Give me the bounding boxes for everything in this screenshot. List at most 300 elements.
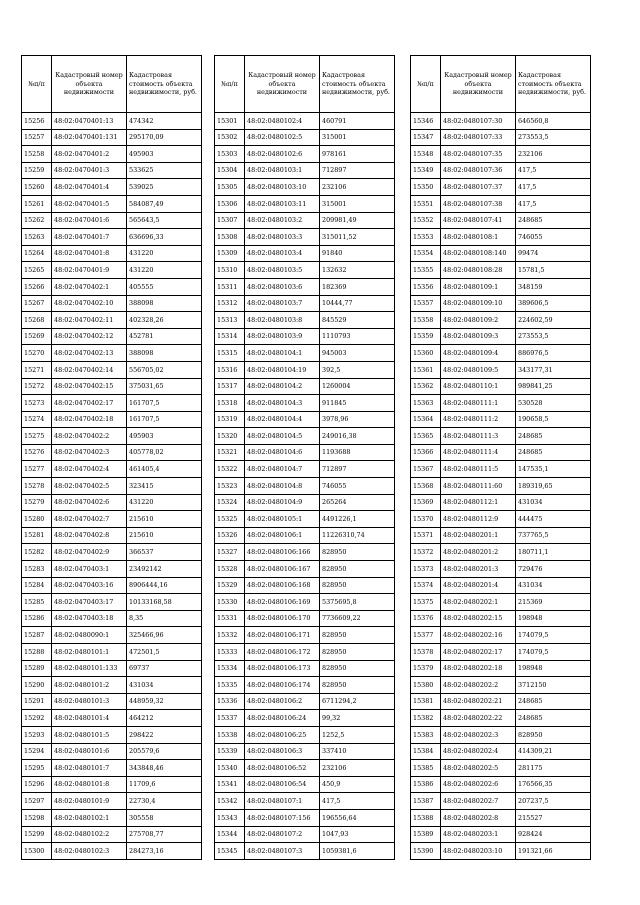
cadastral-number-cell: 48:02:0480103:8 [245,312,320,329]
cadastral-value-cell: 911845 [320,395,395,412]
table-row [22,245,202,262]
cadastral-number-cell: 48:02:0480101:4 [52,710,127,727]
cadastral-value-cell: 215610 [127,511,202,528]
cadastral-number-cell: 48:02:0480109:2 [441,312,516,329]
cadastral-value-cell: 392,5 [320,361,395,378]
cadastral-number-cell: 48:02:0480203:1 [441,826,516,843]
cadastral-value-cell: 10444,77 [320,295,395,312]
row-number-cell: 15369 [411,494,441,511]
table-row [22,395,202,412]
row-number-cell: 15276 [22,444,52,461]
cadastral-number-cell: 48:02:0470401:6 [52,212,127,229]
cadastral-number-cell: 48:02:0480202:21 [441,693,516,710]
table-row [411,511,591,528]
row-number-cell: 15360 [411,345,441,362]
cadastral-number-cell: 48:02:0480202:1 [441,594,516,611]
table-row [411,278,591,295]
table-row [411,826,591,843]
cadastral-value-cell: 284273,16 [127,843,202,860]
cadastral-number-cell: 48:02:0480102:5 [245,129,320,146]
cadastral-number-cell: 48:02:0470402:1 [52,278,127,295]
table-row [22,444,202,461]
cadastral-value-cell: 198948 [516,660,591,677]
cadastral-value-cell: 1260004 [320,378,395,395]
cadastral-value-cell: 232106 [320,179,395,196]
cadastral-value-cell: 444475 [516,511,591,528]
cadastral-value-cell: 495903 [127,428,202,445]
table-row [22,461,202,478]
table-row [22,195,202,212]
row-number-cell: 15344 [215,826,245,843]
cadastral-value-cell: 176566,35 [516,776,591,793]
cadastral-number-cell: 48:02:0470401:9 [52,262,127,279]
row-number-cell: 15263 [22,229,52,246]
row-number-cell: 15388 [411,809,441,826]
cadastral-value-cell: 828950 [320,660,395,677]
table-row [215,411,395,428]
row-number-cell: 15313 [215,312,245,329]
table-row [215,245,395,262]
cadastral-table-2 [214,55,395,860]
cadastral-value-cell: 275708,77 [127,826,202,843]
cadastral-number-cell: 48:02:0480202:17 [441,644,516,661]
cadastral-number-cell: 48:02:0480101:5 [52,726,127,743]
cadastral-number-cell: 48:02:0480107:35 [441,146,516,163]
table-row [411,428,591,445]
row-number-cell: 15295 [22,760,52,777]
cadastral-number-cell: 48:02:0470403:16 [52,577,127,594]
table-row [22,113,202,130]
cadastral-value-cell: 845529 [320,312,395,329]
cadastral-number-cell: 48:02:0480102:1 [52,809,127,826]
cadastral-number-cell: 48:02:0480101:3 [52,693,127,710]
row-number-cell: 15308 [215,229,245,246]
row-number-cell: 15385 [411,760,441,777]
cadastral-number-cell: 48:02:0470402:6 [52,494,127,511]
row-number-cell: 15264 [22,245,52,262]
table-row [22,262,202,279]
table-row [22,494,202,511]
cadastral-number-cell: 48:02:0480105:1 [245,511,320,528]
row-number-cell: 15275 [22,428,52,445]
table-row [22,129,202,146]
table-row [215,345,395,362]
table-row [215,710,395,727]
cadastral-value-cell: 1110793 [320,328,395,345]
cadastral-number-cell: 48:02:0480202:5 [441,760,516,777]
row-number-cell: 15294 [22,743,52,760]
table-row [215,793,395,810]
cadastral-value-cell: 989841,25 [516,378,591,395]
row-number-cell: 15350 [411,179,441,196]
cadastral-number-cell: 48:02:0470402:18 [52,411,127,428]
table-row [22,610,202,627]
row-number-cell: 15269 [22,328,52,345]
table-row [22,760,202,777]
cadastral-number-cell: 48:02:0480106:169 [245,594,320,611]
table-row [215,511,395,528]
cadastral-value-cell: 414309,21 [516,743,591,760]
row-number-cell: 15339 [215,743,245,760]
row-number-cell: 15374 [411,577,441,594]
cadastral-table-3 [410,55,591,860]
cadastral-value-cell: 474342 [127,113,202,130]
cadastral-number-cell: 48:02:0480106:54 [245,776,320,793]
table-row [411,461,591,478]
row-number-cell: 15311 [215,278,245,295]
cadastral-number-cell: 48:02:0480106:174 [245,677,320,694]
cadastral-value-cell: 207237,5 [516,793,591,810]
cadastral-number-cell: 48:02:0470402:2 [52,428,127,445]
row-number-cell: 15319 [215,411,245,428]
row-number-cell: 15321 [215,444,245,461]
row-number-cell: 15296 [22,776,52,793]
cadastral-number-cell: 48:02:0470401:7 [52,229,127,246]
cadastral-value-cell: 417,5 [516,162,591,179]
cadastral-value-cell: 3712150 [516,677,591,694]
table-row [215,378,395,395]
table-row [215,627,395,644]
cadastral-number-cell: 48:02:0480106:171 [245,627,320,644]
row-number-cell: 15260 [22,179,52,196]
cadastral-number-cell: 48:02:0480111:3 [441,428,516,445]
row-number-cell: 15261 [22,195,52,212]
row-number-cell: 15390 [411,843,441,860]
cadastral-number-cell: 48:02:0480111:2 [441,411,516,428]
table-row [215,494,395,511]
cadastral-number-cell: 48:02:0470403:18 [52,610,127,627]
row-number-cell: 15327 [215,544,245,561]
row-number-cell: 15271 [22,361,52,378]
row-number-cell: 15335 [215,677,245,694]
table-row [215,577,395,594]
cadastral-value-cell: 828950 [320,627,395,644]
table-row [411,212,591,229]
table-row [22,693,202,710]
table-row [22,710,202,727]
cadastral-number-cell: 48:02:0470402:12 [52,328,127,345]
row-number-cell: 15277 [22,461,52,478]
cadastral-value-cell: 402328,26 [127,312,202,329]
cadastral-number-cell: 48:02:0480107:38 [441,195,516,212]
cadastral-number-cell: 48:02:0480103:6 [245,278,320,295]
cadastral-number-cell: 48:02:0470401:5 [52,195,127,212]
row-number-cell: 15366 [411,444,441,461]
cadastral-number-cell: 48:02:0480104:6 [245,444,320,461]
table-row [411,262,591,279]
cadastral-number-cell: 48:02:0470402:9 [52,544,127,561]
table-row [411,378,591,395]
cadastral-number-cell: 48:02:0470402:17 [52,395,127,412]
cadastral-number-cell: 48:02:0480201:2 [441,544,516,561]
cadastral-value-cell: 273553,5 [516,328,591,345]
cadastral-value-cell: 248685 [516,428,591,445]
row-number-cell: 15301 [215,113,245,130]
table-row [215,179,395,196]
row-number-cell: 15292 [22,710,52,727]
cadastral-value-cell: 388098 [127,295,202,312]
row-number-cell: 15354 [411,245,441,262]
row-number-cell: 15289 [22,660,52,677]
cadastral-number-cell: 48:02:0480102:6 [245,146,320,163]
cadastral-value-cell: 450,9 [320,776,395,793]
row-number-cell: 15273 [22,395,52,412]
cadastral-value-cell: 3978,96 [320,411,395,428]
cadastral-value-cell: 343848,46 [127,760,202,777]
row-number-cell: 15329 [215,577,245,594]
table-row [22,312,202,329]
row-number-cell: 15364 [411,411,441,428]
cadastral-value-cell: 1059381,6 [320,843,395,860]
table-row [215,660,395,677]
cadastral-value-cell: 556705,02 [127,361,202,378]
cadastral-value-cell: 295170,09 [127,129,202,146]
cadastral-value-cell: 209981,49 [320,212,395,229]
row-number-cell: 15316 [215,361,245,378]
cadastral-number-cell: 48:02:0480201:4 [441,577,516,594]
row-number-cell: 15293 [22,726,52,743]
row-number-cell: 15334 [215,660,245,677]
row-number-cell: 15362 [411,378,441,395]
table-row [215,146,395,163]
cadastral-number-cell: 48:02:0480104:7 [245,461,320,478]
cadastral-number-cell: 48:02:0480104:3 [245,395,320,412]
row-number-cell: 15268 [22,312,52,329]
cadastral-value-cell: 533625 [127,162,202,179]
cadastral-number-cell: 48:02:0480106:1 [245,527,320,544]
table-row [215,361,395,378]
row-number-cell: 15305 [215,179,245,196]
header-cadastral-value: Кадастровая стоимость объекта недвижимости, руб. [516,56,591,113]
cadastral-value-cell: 945003 [320,345,395,362]
row-number-cell: 15297 [22,793,52,810]
cadastral-number-cell: 48:02:0470401:131 [52,129,127,146]
cadastral-number-cell: 48:02:0480106:3 [245,743,320,760]
row-number-cell: 15288 [22,644,52,661]
header-cadastral-number: Кадастровый номер объекта недвижимости [245,56,320,113]
table-row [22,627,202,644]
header-num: №п/п [411,56,441,113]
cadastral-number-cell: 48:02:0470402:10 [52,295,127,312]
cadastral-value-cell: 448959,32 [127,693,202,710]
table-row [22,660,202,677]
row-number-cell: 15291 [22,693,52,710]
cadastral-number-cell: 48:02:0480107:3 [245,843,320,860]
table-row [411,444,591,461]
cadastral-value-cell: 746055 [516,229,591,246]
cadastral-value-cell: 712897 [320,461,395,478]
cadastral-value-cell: 388098 [127,345,202,362]
row-number-cell: 15381 [411,693,441,710]
cadastral-value-cell: 565643,5 [127,212,202,229]
cadastral-value-cell: 273553,5 [516,129,591,146]
cadastral-number-cell: 48:02:0470402:11 [52,312,127,329]
cadastral-value-cell: 15781,5 [516,262,591,279]
table-row [22,229,202,246]
table-row [215,129,395,146]
row-number-cell: 15387 [411,793,441,810]
row-number-cell: 15299 [22,826,52,843]
table-row [411,361,591,378]
cadastral-number-cell: 48:02:0480202:2 [441,677,516,694]
cadastral-value-cell: 4491226,1 [320,511,395,528]
cadastral-number-cell: 48:02:0480107:33 [441,129,516,146]
cadastral-number-cell: 48:02:0470402:15 [52,378,127,395]
cadastral-value-cell: 248685 [516,444,591,461]
table-row [22,677,202,694]
cadastral-number-cell: 48:02:0480107:41 [441,212,516,229]
table-row [215,776,395,793]
cadastral-value-cell: 460791 [320,113,395,130]
row-number-cell: 15371 [411,527,441,544]
row-number-cell: 15333 [215,644,245,661]
table-row [411,677,591,694]
cadastral-number-cell: 48:02:0480106:168 [245,577,320,594]
cadastral-number-cell: 48:02:0480108:28 [441,262,516,279]
cadastral-value-cell: 174079,5 [516,627,591,644]
cadastral-number-cell: 48:02:0480104:2 [245,378,320,395]
table-row [411,760,591,777]
cadastral-value-cell: 161707,5 [127,411,202,428]
table-row [22,544,202,561]
cadastral-number-cell: 48:02:0480202:18 [441,660,516,677]
cadastral-value-cell: 265264 [320,494,395,511]
cadastral-number-cell: 48:02:0480202:22 [441,710,516,727]
cadastral-number-cell: 48:02:0470401:3 [52,162,127,179]
cadastral-number-cell: 48:02:0480101:133 [52,660,127,677]
cadastral-value-cell: 248685 [516,212,591,229]
cadastral-number-cell: 48:02:0480103:5 [245,262,320,279]
cadastral-number-cell: 48:02:0480111:4 [441,444,516,461]
header-row [22,56,202,113]
cadastral-value-cell: 886976,5 [516,345,591,362]
cadastral-value-cell: 315001 [320,195,395,212]
cadastral-value-cell: 828950 [320,644,395,661]
cadastral-value-cell: 215610 [127,527,202,544]
table-row [411,793,591,810]
table-row [411,527,591,544]
cadastral-value-cell: 431220 [127,494,202,511]
cadastral-value-cell: 69737 [127,660,202,677]
header-num: №п/п [215,56,245,113]
row-number-cell: 15365 [411,428,441,445]
cadastral-number-cell: 48:02:0480102:4 [245,113,320,130]
table-row [22,411,202,428]
row-number-cell: 15380 [411,677,441,694]
cadastral-number-cell: 48:02:0480107:1 [245,793,320,810]
cadastral-value-cell: 205579,6 [127,743,202,760]
cadastral-number-cell: 48:02:0480101:6 [52,743,127,760]
row-number-cell: 15303 [215,146,245,163]
row-number-cell: 15363 [411,395,441,412]
row-number-cell: 15347 [411,129,441,146]
row-number-cell: 15290 [22,677,52,694]
table-row [215,478,395,495]
cadastral-value-cell: 198948 [516,610,591,627]
row-number-cell: 15389 [411,826,441,843]
cadastral-value-cell: 472501,5 [127,644,202,661]
cadastral-number-cell: 48:02:0480109:4 [441,345,516,362]
table-row [22,561,202,578]
cadastral-number-cell: 48:02:0480101:9 [52,793,127,810]
header-cadastral-value: Кадастровая стоимость объекта недвижимости, руб. [127,56,202,113]
table-row [411,743,591,760]
cadastral-number-cell: 48:02:0480103:10 [245,179,320,196]
cadastral-number-cell: 48:02:0480104:5 [245,428,320,445]
row-number-cell: 15356 [411,278,441,295]
row-number-cell: 15304 [215,162,245,179]
row-number-cell: 15367 [411,461,441,478]
cadastral-value-cell: 417,5 [320,793,395,810]
row-number-cell: 15349 [411,162,441,179]
cadastral-value-cell: 215369 [516,594,591,611]
row-number-cell: 15282 [22,544,52,561]
cadastral-number-cell: 48:02:0480104:1 [245,345,320,362]
cadastral-number-cell: 48:02:0480108:140 [441,245,516,262]
cadastral-number-cell: 48:02:0480111:1 [441,395,516,412]
row-number-cell: 15309 [215,245,245,262]
table-row [411,726,591,743]
table-row [411,809,591,826]
cadastral-number-cell: 48:02:0470401:2 [52,146,127,163]
table-row [215,644,395,661]
row-number-cell: 15346 [411,113,441,130]
cadastral-value-cell: 636696,33 [127,229,202,246]
cadastral-value-cell: 828950 [320,677,395,694]
table-row [215,113,395,130]
row-number-cell: 15332 [215,627,245,644]
cadastral-value-cell: 1252,5 [320,726,395,743]
cadastral-number-cell: 48:02:0480111:60 [441,478,516,495]
cadastral-number-cell: 48:02:0480107:30 [441,113,516,130]
cadastral-value-cell: 315011,52 [320,229,395,246]
row-number-cell: 15355 [411,262,441,279]
header-num: №п/п [22,56,52,113]
row-number-cell: 15328 [215,561,245,578]
row-number-cell: 15284 [22,577,52,594]
cadastral-value-cell: 325466,96 [127,627,202,644]
table-row [411,544,591,561]
table-row [215,693,395,710]
cadastral-value-cell: 281175 [516,760,591,777]
cadastral-number-cell: 48:02:0480106:170 [245,610,320,627]
row-number-cell: 15315 [215,345,245,362]
table-row [411,179,591,196]
row-number-cell: 15378 [411,644,441,661]
cadastral-value-cell: 431034 [127,677,202,694]
row-number-cell: 15325 [215,511,245,528]
header-cadastral-number: Кадастровый номер объекта недвижимости [441,56,516,113]
cadastral-number-cell: 48:02:0480109:10 [441,295,516,312]
table-row [411,644,591,661]
row-number-cell: 15314 [215,328,245,345]
cadastral-number-cell: 48:02:0480106:167 [245,561,320,578]
row-number-cell: 15262 [22,212,52,229]
cadastral-value-cell: 215527 [516,809,591,826]
table-row [411,494,591,511]
cadastral-value-cell: 8,35 [127,610,202,627]
row-number-cell: 15359 [411,328,441,345]
cadastral-value-cell: 464212 [127,710,202,727]
row-number-cell: 15379 [411,660,441,677]
cadastral-number-cell: 48:02:0480101:7 [52,760,127,777]
row-number-cell: 15358 [411,312,441,329]
row-number-cell: 15312 [215,295,245,312]
row-number-cell: 15382 [411,710,441,727]
cadastral-value-cell: 249016,38 [320,428,395,445]
cadastral-number-cell: 48:02:0480102:2 [52,826,127,843]
row-number-cell: 15300 [22,843,52,860]
